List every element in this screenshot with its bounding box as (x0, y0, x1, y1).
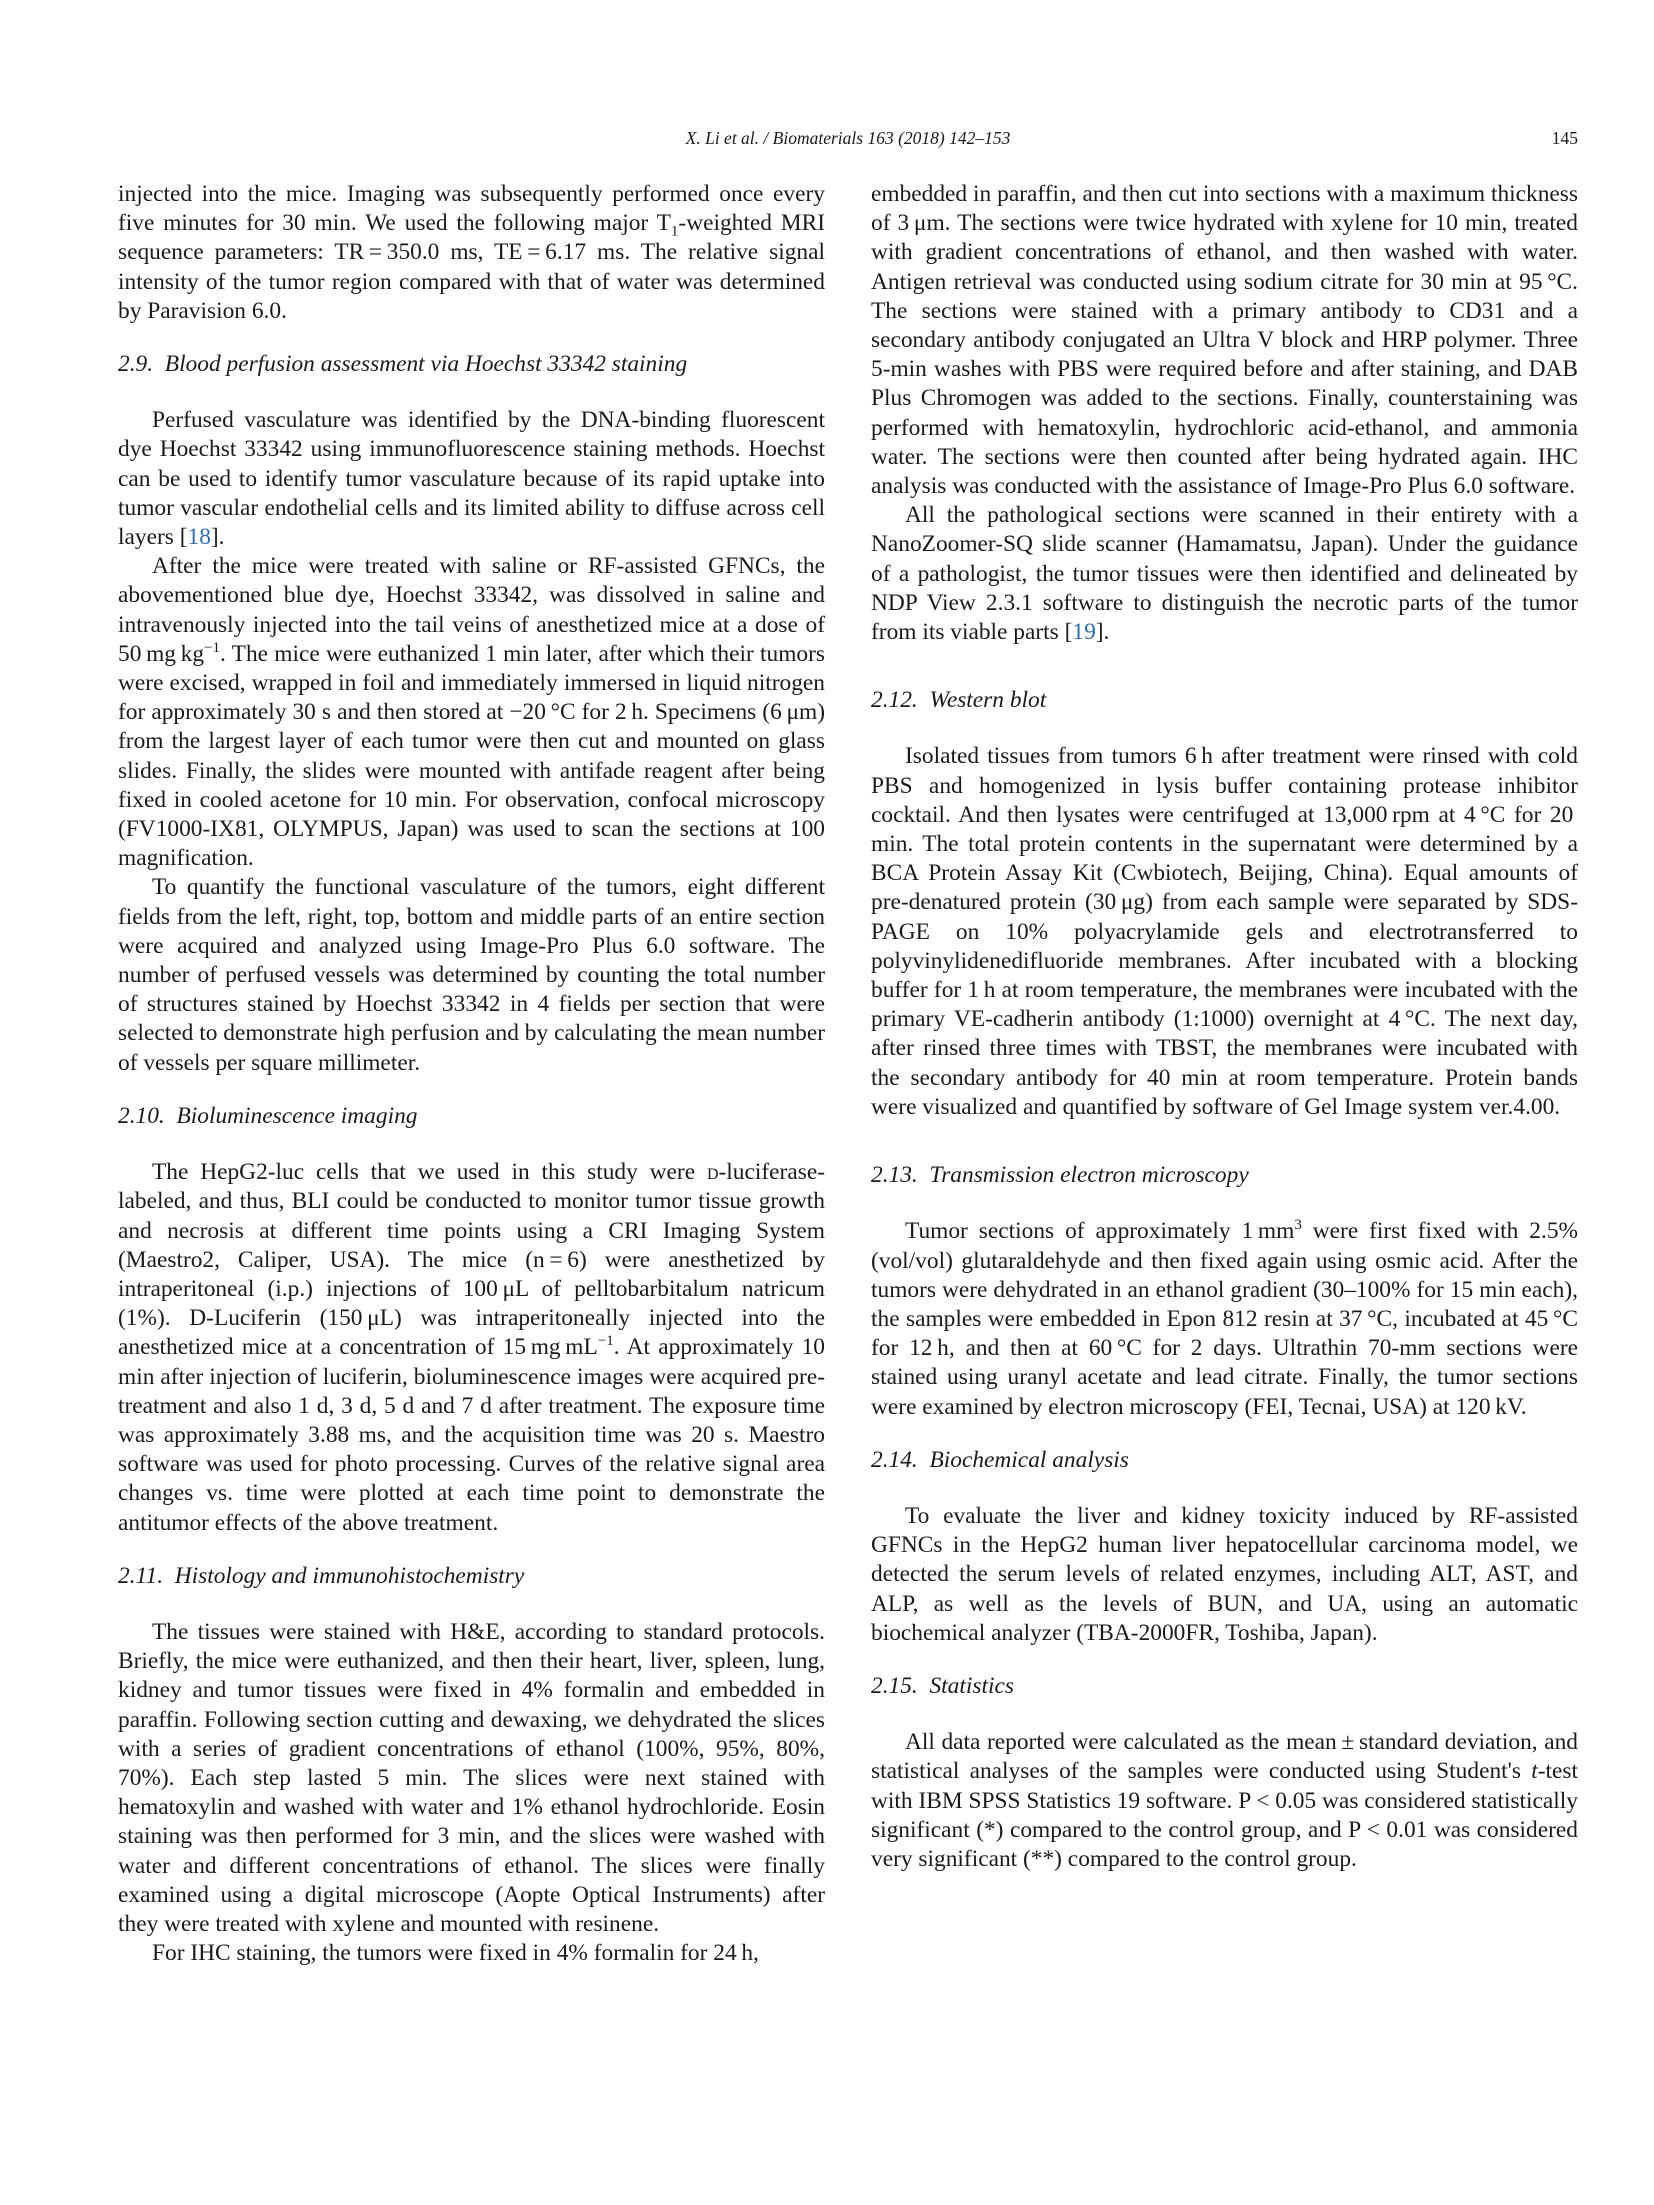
section-heading-2-9: 2.9. Blood perfusion assessment via Hoechst 33342 staining (118, 351, 688, 378)
paragraph-perfusion-method: After the mice were treated with saline or RF-assisted GFNCs, the abovementioned blue dye, Hoechst 33342, was dissolved in saline and intravenously injected into the tail veins of anesthetized mice at a dose of 50 mg $kg^{-1}$. The mice were euthanized 1 min later, after which their tumors were excised, wrapped in foil and immediately immersed in liquid nitrogen for approximately 30 s and then stored at −20 °C for 2 h. Specimens (6 μm) from the largest layer of each tumor were then cut and mounted on glass slides. Finally, the slides were mounted with antifade reagent after being fixed in cooled acetone for 10 min. For observation, confocal microscopy (FV1000-IX81, OLYMPUS, Japan) was used to scan the sections at 100 magnification. (118, 553, 825, 872)
running-header (118, 128, 1578, 156)
paragraph-tem: Tumor sections of approximately 1 $mm^3$ were first fixed with 2.5% (vol/vol) glutaraldehyde and then fixed again using osmic acid. After the tumors were dehydrated in an ethanol gradient (30–100% for 15 min each), the samples were embedded in Epon 812 resin at 37 °C, incubated at 45 °C for 12 h, and then at 60 °C for 2 days. Ultrathin 70-mm sections were stained using uranyl acetate and lead citrate. Finally, the tumor sections were examined by electron microscopy (FEI, Tecnai, USA) at 120 kV. (871, 1217, 1578, 1420)
journal-ref-dash: – (975, 128, 985, 148)
paragraph-slide-scanning: All the pathological sections were scanned in their entirety with a NanoZoomer-SQ slide scanner (Hamamatsu, Japan). Under the guidance of a pathologist, the tumor tissues were then identified and delineated by NDP View 2.3.1 software to distinguish the necrotic parts of the tumor from its viable parts [19]. (871, 502, 1578, 646)
paragraph-statistics: All data reported were calculated as the mean ± standard deviation, and statistical analyses of the samples were conducted using Student's t-test with IBM SPSS Statistics 19 software. P < 0.05 was considered statistically significant (*) compared to the control group, and P < 0.01 was considered very significant (**) compared to the control group. (871, 1729, 1578, 1872)
journal-ref-authors: X. Li et al. / (685, 128, 773, 148)
section-heading-2-14: 2.14. Biochemical analysis (871, 1446, 1129, 1473)
paragraph-biochemical: To evaluate the liver and kidney toxicity induced by RF-assisted GFNCs in the HepG2 human liver hepatocellular carcinoma model, we detected the serum levels of related enzymes, including ALT, AST, and ALP, as well as the levels of BUN, and UA, using an automatic biochemical analyzer (TBA-2000FR, Toshiba, Japan). (871, 1502, 1578, 1646)
section-heading-2-15: 2.15. Statistics (871, 1672, 1014, 1699)
paragraph-perfusion-quantify: To quantify the functional vasculature of the tumors, eight different fields from the left, right, top, bottom and middle parts of an entire section were acquired and analyzed using Image-Pro Plus 6.0 software. The number of perfused vessels was determined by counting the total number of structures stained by Hoechst 33342 in 4 fields per section that were selected to demonstrate high perfusion and by calculating the mean number of vessels per square millimeter. (118, 874, 825, 1076)
section-heading-2-13: 2.13. Transmission electron microscopy (871, 1162, 1249, 1189)
paragraph-western-blot: Isolated tissues from tumors 6 h after treatment were rinsed with cold PBS and homogenized in lysis buffer containing protease inhibitor cocktail. And then lysates were centrifuged at 13,000 rpm at 4 °C for 20 min. The total protein contents in the supernatant were determined by a BCA Protein Assay Kit (Cwbiotech, Beijing, China). Equal amounts of pre-denatured protein (30 μg) from each sample were separated by SDS-PAGE on 10% polyacrylamide gels and electrotransferred to polyvinylidenedifluoride membranes. After incubated with a blocking buffer for 1 h at room temperature, the membranes were incubated with the primary VE-cadherin antibody (1:1000) overnight at 4 °C. The next day, after rinsed three times with TBST, the membranes were incubated with the secondary antibody for 40 min at room temperature. Protein bands were visualized and quantified by software of Gel Image system ver.4.00. (871, 743, 1578, 1120)
section-heading-2-11: 2.11. Histology and immunohistochemistry (118, 1562, 525, 1589)
section-heading-2-12: 2.12. Western blot (871, 687, 1047, 714)
left-column (118, 180, 825, 1968)
paragraph-ihc-continuation: embedded in paraffin, and then cut into sections with a maximum thickness of 3 μm. The sections were twice hydrated with xylene for 10 min, treated with gradient concentrations of ethanol, and then washed with water. Antigen retrieval was conducted using sodium citrate for 30 min at 95 °C. The sections were stained with a primary antibody to CD31 and a secondary antibody conjugated an Ultra V block and HRP polymer. Three 5-min washes with PBS were required before and after staining, and DAB Plus Chromogen was added to the sections. Finally, counterstaining was performed with hematoxylin, hydrochloric acid-ethanol, and ammonia water. The sections were then counted after being hydrated again. IHC analysis was conducted with the assistance of Image-Pro Plus 6.0 software. (871, 181, 1578, 500)
right-column (871, 180, 1578, 1874)
paragraph-mri-continuation: injected into the mice. Imaging was subsequently performed once every five minutes for 30 min. We used the following major $T_1$-weighted MRI sequence parameters: TR = 350.0 ms, TE = 6.17 ms. The relative signal intensity of the tumor region compared with that of water was determined by Paravision 6.0. (118, 181, 825, 324)
page-number: 145 (1551, 128, 1578, 148)
paragraph-perfusion-intro: Perfused vasculature was identified by the DNA-binding fluorescent dye Hoechst 33342 using immunofluorescence staining methods. Hoechst can be used to identify tumor vasculature because of its rapid uptake into tumor vascular endothelial cells and its limited ability to diffuse across cell layers [18]. (118, 407, 825, 551)
section-heading-2-10: 2.10. Bioluminescence imaging (118, 1102, 418, 1129)
paragraph-histology: The tissues were stained with H&E, according to standard protocols. Briefly, the mice were euthanized, and then their heart, liver, spleen, lung, kidney and tumor tissues were fixed in 4% formalin and embedded in paraffin. Following section cutting and dewaxing, we dehydrated the slices with a series of gradient concentrations of ethanol (100%, 95%, 80%, 70%). Each step lasted 5 min. The slices were next stained with hematoxylin and washed with water and 1% ethanol hydrochloride. Eosin staining was then performed for 3 min, and the slices were washed with water and different concentrations of ethanol. The slices were finally examined using a digital microscope (Aopte Optical Instruments) after they were treated with xylene and mounted with resinene. (118, 1618, 825, 1937)
journal-reference (118, 128, 1578, 149)
paragraph-ihc-start: For IHC staining, the tumors were fixed in 4% formalin for 24 h, (152, 1940, 759, 1967)
journal-ref-end: 153 (984, 128, 1011, 148)
citation-link[interactable]: 18 (187, 524, 211, 551)
journal-ref-title: Biomaterials 163 (2018) 142 (772, 128, 976, 148)
paragraph-bioluminescence: The HepG2-luc cells that we used in this study were d-luciferase-labeled, and thus, BLI could be conducted to monitor tumor tissue growth and necrosis at different time points using a CRI Imaging System (Maestro2, Caliper, USA). The mice (n = 6) were anesthetized by intraperitoneal (i.p.) injections of 100 μL of pelltobarbitalum natricum (1%). D-Luciferin (150 μL) was intraperitoneally injected into the anesthetized mice at a concentration of 15 mg $mL^{-1}$. At approximately 10 min after injection of luciferin, bioluminescence images were acquired pre-treatment and also 1 d, 3 d, 5 d and 7 d after treatment. The exposure time was approximately 3.88 ms, and the acquisition time was 20 s. Maestro software was used for photo processing. Curves of the relative signal area changes vs. time were plotted at each time point to demonstrate the antitumor effects of the above treatment. (118, 1159, 825, 1536)
citation-link[interactable]: 19 (1072, 619, 1096, 646)
